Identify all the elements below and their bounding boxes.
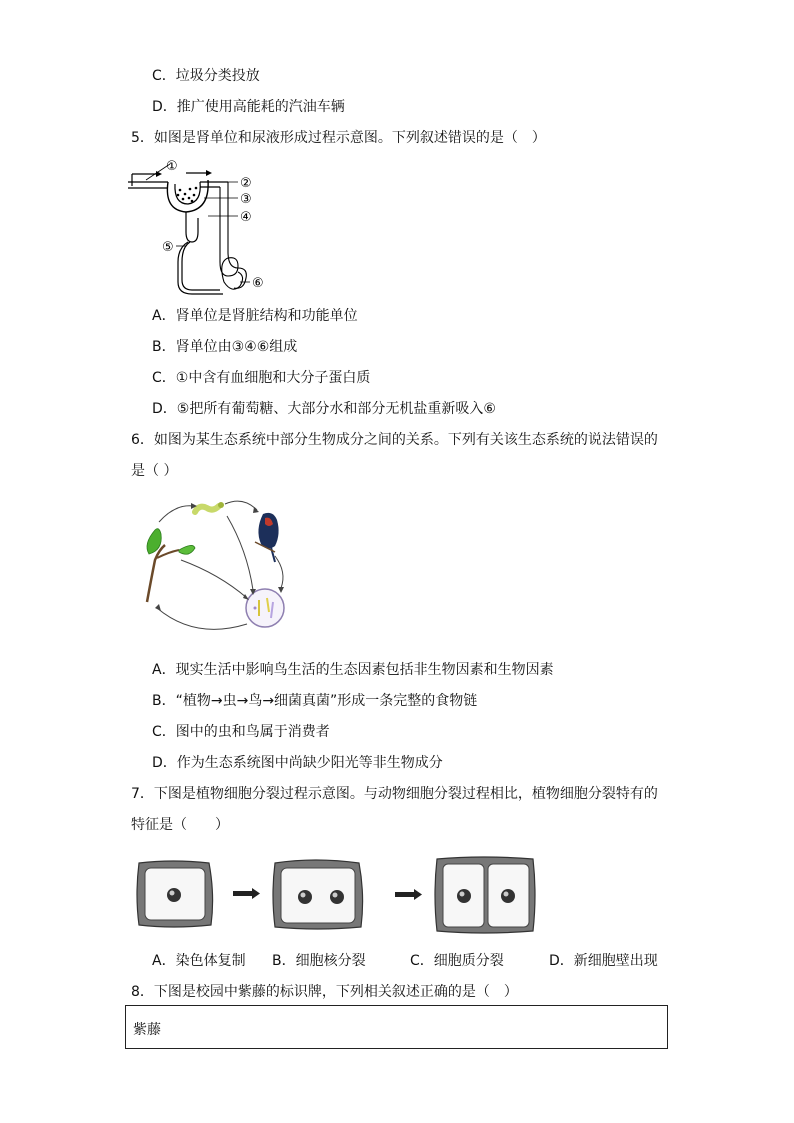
bacteria-fungi-icon <box>246 589 284 627</box>
q5-option-b: B．肾单位由③④⑥组成 <box>152 339 298 355</box>
cell-division-diagram <box>133 855 538 937</box>
q6-stem-line1: 6．如图为某生态系统中部分生物成分之间的关系。下列有关该生态系统的说法错误的 <box>131 432 658 448</box>
label-3: ③ <box>240 192 252 207</box>
q4-option-c: C．垃圾分类投放 <box>152 68 260 84</box>
q7-option-c: C．细胞质分裂 <box>410 953 504 969</box>
bird-icon <box>255 513 279 562</box>
q5-option-c: C．①中含有血细胞和大分子蛋白质 <box>152 370 371 386</box>
caterpillar-icon <box>195 502 224 512</box>
q5-option-d: D．⑤把所有葡萄糖、大部分水和部分无机盐重新吸入⑥ <box>152 401 496 417</box>
arrow-icon <box>233 888 260 899</box>
plant-icon <box>147 529 195 602</box>
q5-stem: 5．如图是肾单位和尿液形成过程示意图。下列叙述错误的是（ ） <box>131 130 546 146</box>
q7-option-d: D．新细胞壁出现 <box>549 953 658 969</box>
label-5: ⑤ <box>162 240 174 255</box>
q8-stem: 8．下图是校园中紫藤的标识牌，下列相关叙述正确的是（ ） <box>131 984 518 1000</box>
ecosystem-diagram <box>135 490 295 640</box>
q7-option-b: B．细胞核分裂 <box>272 953 366 969</box>
q6-option-a: A．现实生活中影响鸟生活的生态因素包括非生物因素和生物因素 <box>152 662 554 678</box>
two-nuclei-cell <box>273 860 363 929</box>
q6-stem-line2: 是（ ） <box>131 463 178 479</box>
arrow-icon <box>395 889 422 900</box>
plant-sign-text: 紫藤 <box>133 1022 161 1038</box>
q6-option-d: D．作为生态系统图中尚缺少阳光等非生物成分 <box>152 755 443 771</box>
plant-sign-box <box>125 1005 668 1049</box>
label-1: ① <box>166 159 178 174</box>
q4-option-d: D．推广使用高能耗的汽油车辆 <box>152 99 345 115</box>
label-4: ④ <box>240 210 252 225</box>
single-cell <box>137 861 213 927</box>
q7-stem-line1: 7．下图是植物细胞分裂过程示意图。与动物细胞分裂过程相比，植物细胞分裂特有的 <box>131 786 658 802</box>
nephron-diagram <box>128 152 278 297</box>
q5-option-a: A．肾单位是肾脏结构和功能单位 <box>152 308 358 324</box>
q7-option-a: A．染色体复制 <box>152 953 246 969</box>
q6-option-c: C．图中的虫和鸟属于消费者 <box>152 724 330 740</box>
label-6: ⑥ <box>252 276 264 291</box>
q7-options-row <box>0 952 794 970</box>
q7-stem-line2: 特征是（ ） <box>131 817 229 833</box>
daughter-cells <box>435 857 535 933</box>
label-2: ② <box>240 176 252 191</box>
q6-option-b: B．“植物→虫→鸟→细菌真菌”形成一条完整的食物链 <box>152 693 478 709</box>
